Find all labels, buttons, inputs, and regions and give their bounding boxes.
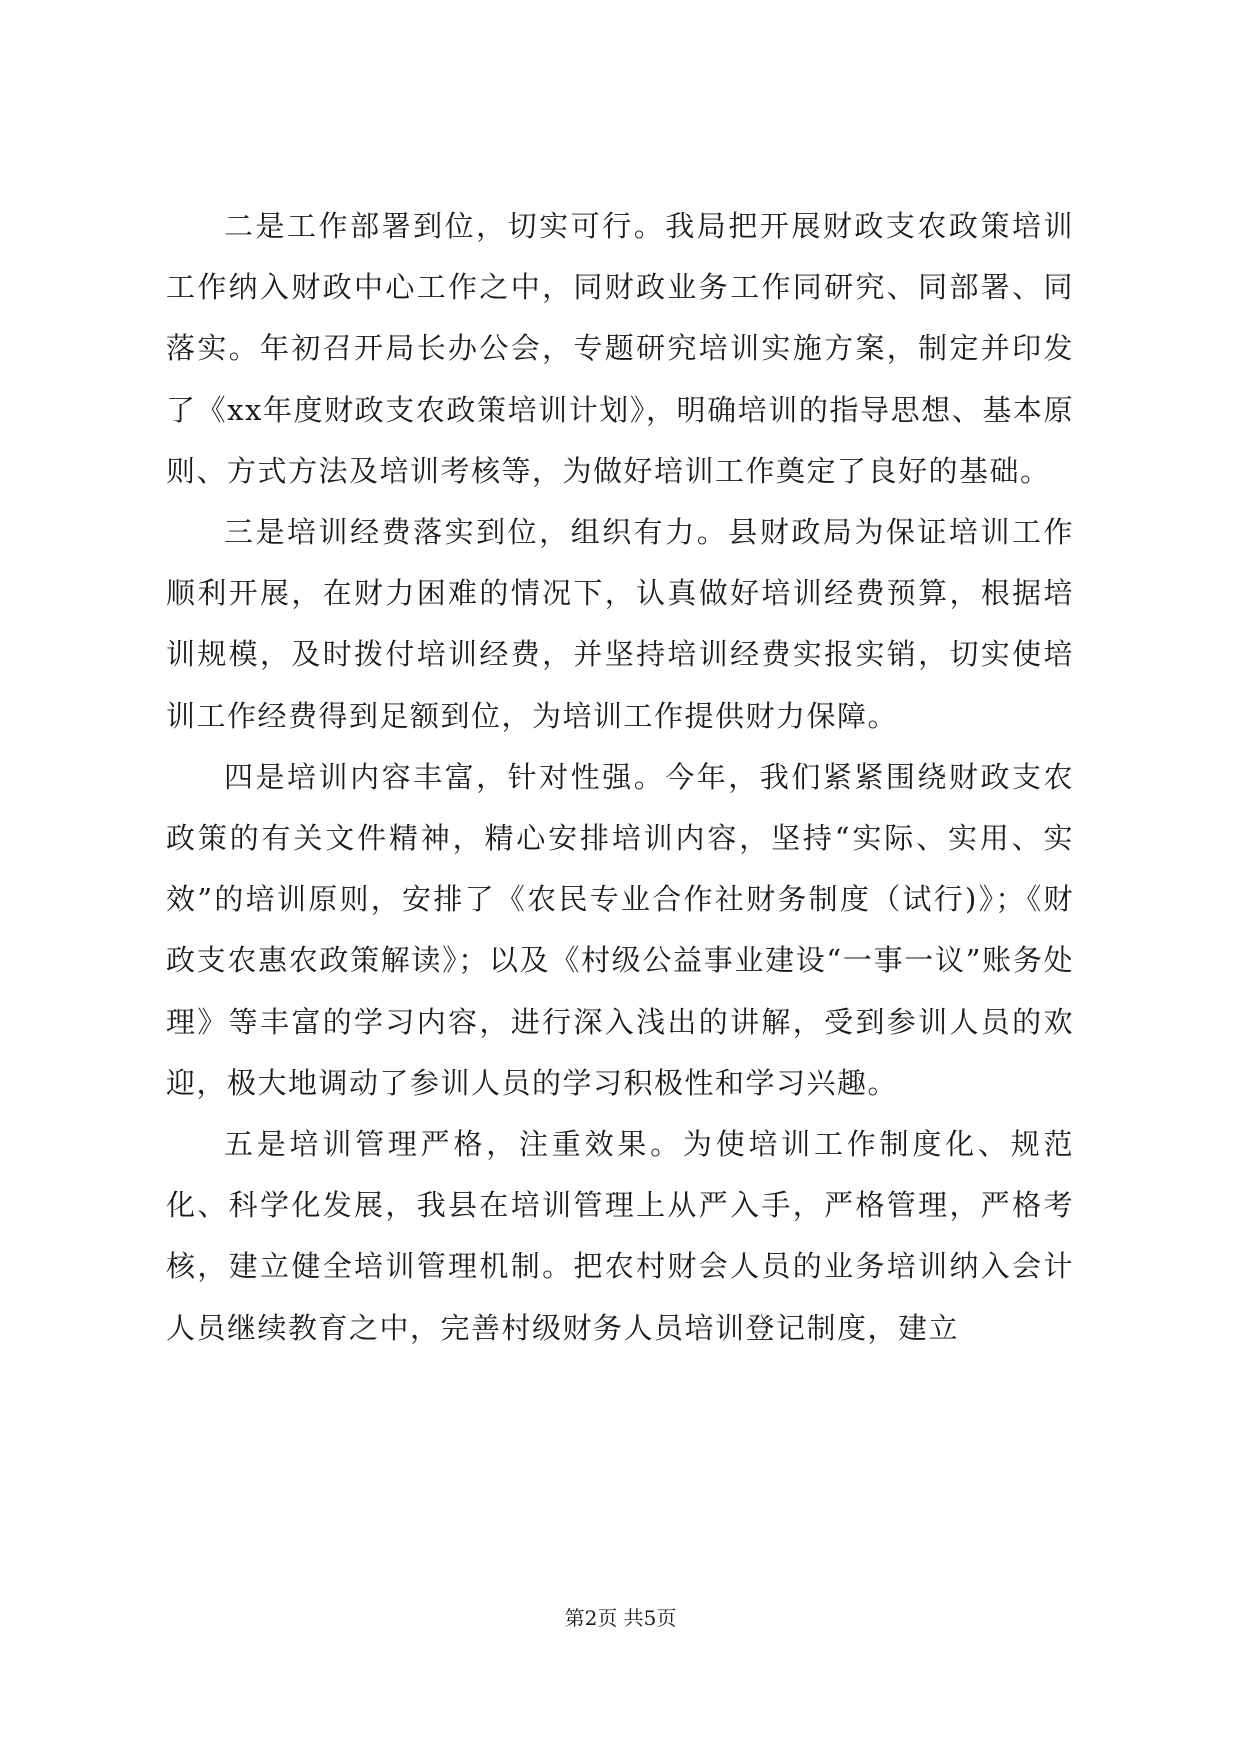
document-body <box>166 196 1074 1359</box>
paragraph-training-content: 四是培训内容丰富，针对性强。今年，我们紧紧围绕财政支农政策的有关文件精神，精心安排培训内容，坚持“实际、实用、实效”的培训原则，安排了《农民专业合作社财务制度（试行)》；《财政支农惠农政策解读》；以及《村级公益事业建设“一事一议”账务处理》等丰富的学习内容，进行深入浅出的讲解，受到参训人员的欢迎，极大地调动了参训人员的学习积极性和学习兴趣。 <box>166 759 1074 1100</box>
paragraph-work-deployment: 二是工作部署到位，切实可行。我局把开展财政支农政策培训工作纳入财政中心工作之中，同财政业务工作同研究、同部署、同落实。年初召开局长办公会，专题研究培训实施方案，制定并印发了《xx年度财政支农政策培训计划》，明确培训的指导思想、基本原则、方式方法及培训考核等，为做好培训工作奠定了良好的基础。 <box>166 209 1074 488</box>
paragraph-training-management: 五是培训管理严格，注重效果。为使培训工作制度化、规范化、科学化发展，我县在培训管理上从严入手，严格管理，严格考核，建立健全培训管理机制。把农村财会人员的业务培训纳入会计人员继续教育之中，完善村级财务人员培训登记制度，建立 <box>166 1127 1074 1345</box>
page-number-footer: 第2页 共5页 <box>564 1606 677 1630</box>
paragraph-training-funds: 三是培训经费落实到位，组织有力。县财政局为保证培训工作顺利开展，在财力困难的情况下，认真做好培训经费预算，根据培训规模，及时拨付培训经费，并坚持培训经费实报实销，切实使培训工作经费得到足额到位，为培训工作提供财力保障。 <box>166 515 1074 733</box>
